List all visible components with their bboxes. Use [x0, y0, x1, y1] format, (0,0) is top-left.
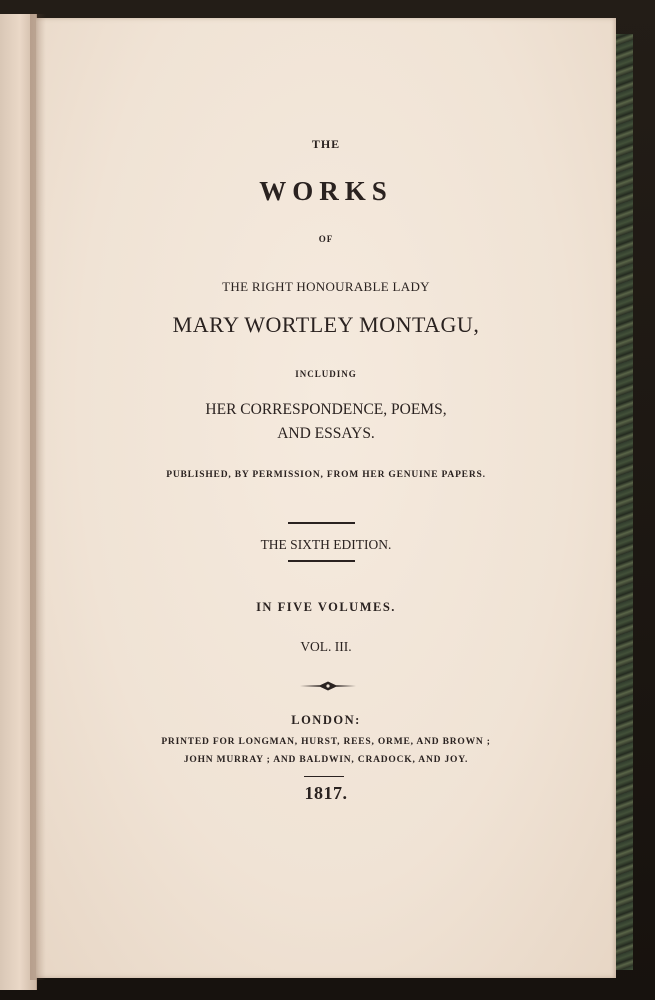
gutter-shadow [30, 14, 46, 980]
volume-number: VOL. III. [300, 639, 352, 654]
publication-note: PUBLISHED, BY PERMISSION, FROM HER GENUINE PAPERS. [166, 470, 486, 480]
imprint-printers-line-2: JOHN MURRAY ; AND BALDWIN, CRADOCK, AND JOY. [183, 755, 469, 765]
author-name: MARY WORTLEY MONTAGU, [172, 312, 480, 337]
book-title: WORKS [259, 176, 393, 206]
contents-line-1: HER CORRESPONDENCE, POEMS, [205, 401, 447, 418]
rule-below-edition [288, 560, 355, 562]
edition-label: THE SIXTH EDITION. [260, 537, 392, 552]
publication-year: 1817. [304, 783, 348, 803]
rule-above-edition [288, 522, 355, 524]
ornament-divider-icon [298, 678, 358, 694]
title-article: THE [311, 137, 341, 151]
volumes-count: IN FIVE VOLUMES. [256, 600, 396, 614]
author-honorific: THE RIGHT HONOURABLE LADY [222, 279, 430, 294]
imprint-printers-line-1: PRINTED FOR LONGMAN, HURST, REES, ORME, AND BROWN ; [161, 737, 491, 747]
rule-above-year [304, 776, 344, 777]
contents-line-2: AND ESSAYS. [277, 425, 375, 442]
imprint-place: LONDON: [291, 713, 361, 727]
including-label: INCLUDING [295, 369, 357, 379]
title-of: OF [318, 234, 334, 244]
title-page [36, 18, 616, 978]
